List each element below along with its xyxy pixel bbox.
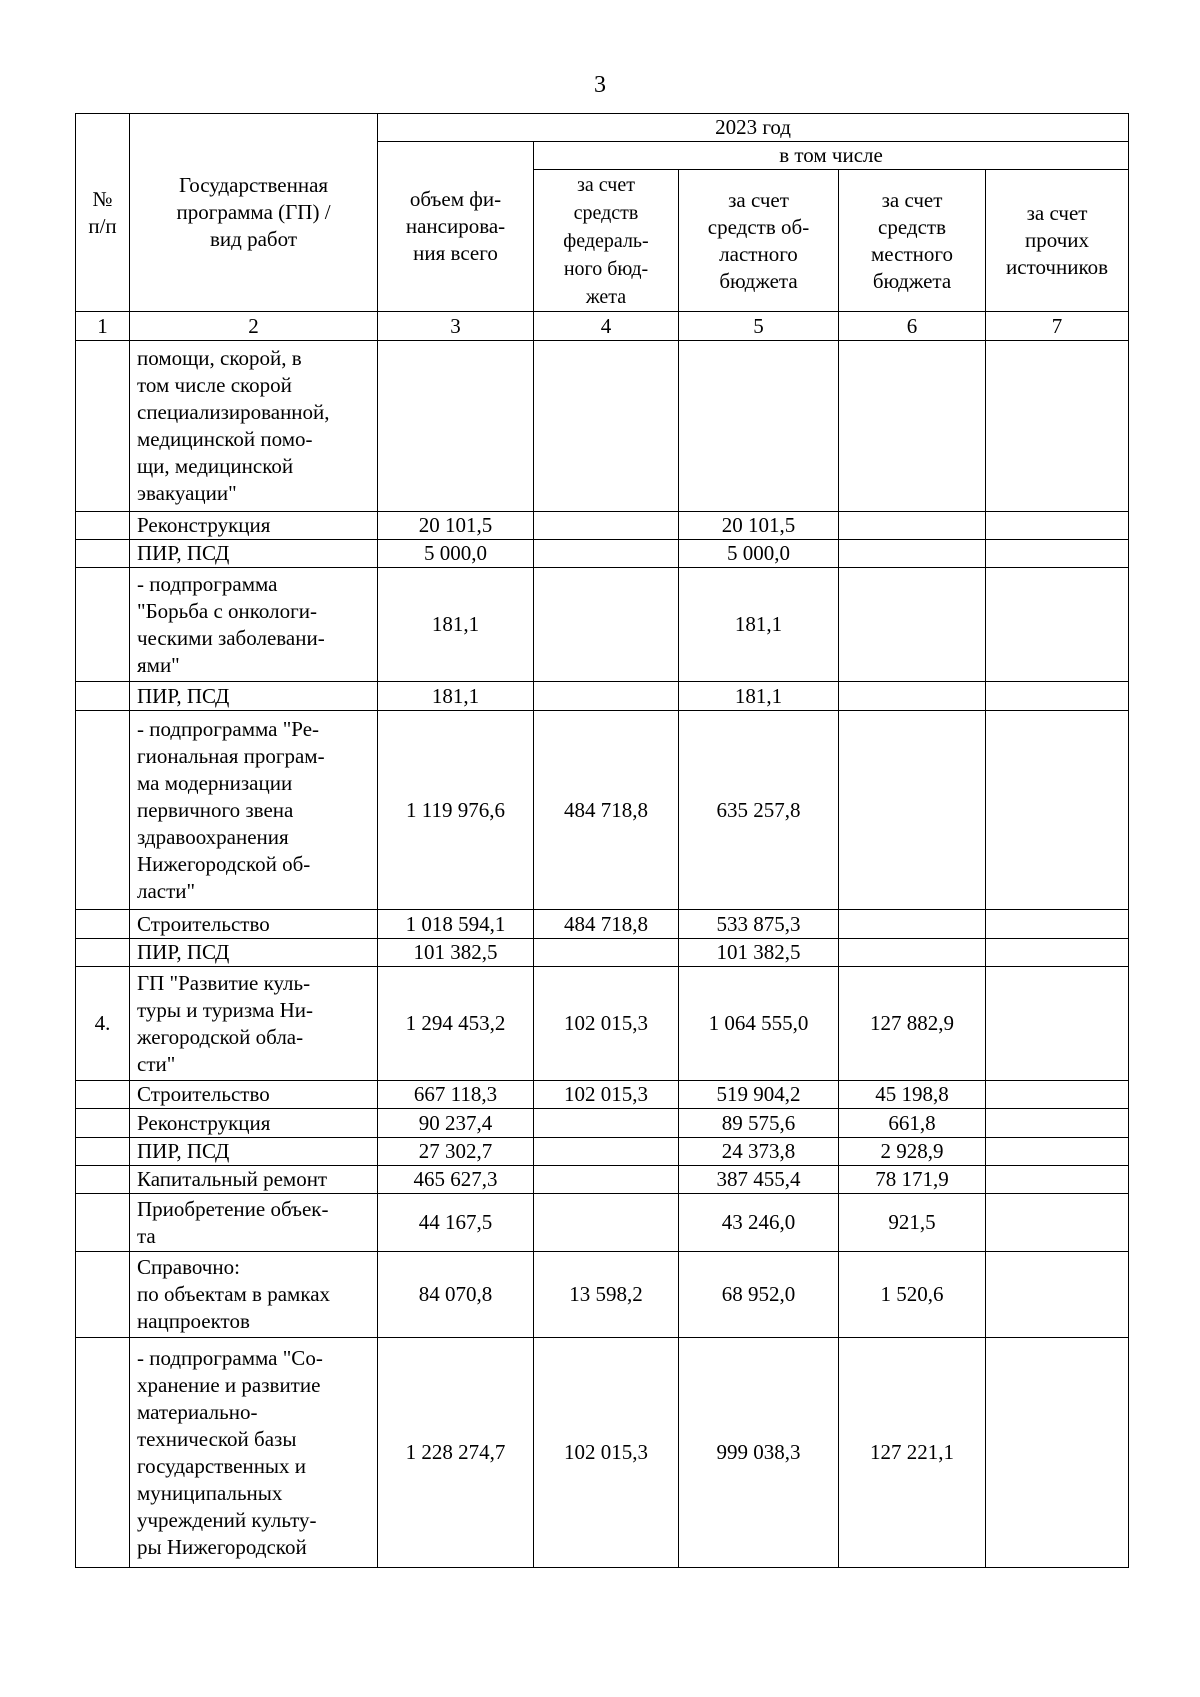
regional-value: 387 455,4 — [679, 1166, 839, 1194]
federal-value — [534, 1109, 679, 1138]
local-value — [839, 711, 986, 910]
other-value — [986, 682, 1129, 711]
total-value — [378, 341, 534, 512]
header-num: № п/п — [76, 114, 130, 312]
program-name: - подпрограмма "Ре- гиональная програм- ма модернизации первичного звена здравоохранения Нижегородской об- ласти" — [130, 711, 378, 910]
regional-value: 1 064 555,0 — [679, 967, 839, 1081]
total-value: 44 167,5 — [378, 1194, 534, 1252]
program-name: - подпрограмма "Со- хранение и развитие материально- технической базы государственных и муниципальных учреждений культу- ры Нижегородской — [130, 1338, 378, 1568]
table-row — [76, 1194, 1129, 1252]
program-name: Реконструкция — [130, 1109, 378, 1138]
table-row — [76, 1138, 1129, 1166]
program-name: - подпрограмма "Борьба с онкологи- ческими заболевани- ями" — [130, 568, 378, 682]
federal-value — [534, 1138, 679, 1166]
regional-value: 999 038,3 — [679, 1338, 839, 1568]
other-value — [986, 1166, 1129, 1194]
regional-value: 89 575,6 — [679, 1109, 839, 1138]
total-value: 5 000,0 — [378, 540, 534, 568]
federal-value — [534, 1166, 679, 1194]
local-value: 127 882,9 — [839, 967, 986, 1081]
federal-value: 102 015,3 — [534, 1081, 679, 1109]
table-row — [76, 910, 1129, 939]
budget-table — [75, 113, 1129, 1568]
regional-value: 43 246,0 — [679, 1194, 839, 1252]
other-value — [986, 568, 1129, 682]
total-value: 1 119 976,6 — [378, 711, 534, 910]
regional-value: 101 382,5 — [679, 939, 839, 967]
column-number: 5 — [679, 312, 839, 341]
regional-value: 20 101,5 — [679, 512, 839, 540]
program-name: Капитальный ремонт — [130, 1166, 378, 1194]
program-name: ПИР, ПСД — [130, 1138, 378, 1166]
federal-value: 102 015,3 — [534, 1338, 679, 1568]
local-value: 921,5 — [839, 1194, 986, 1252]
header-local: за счет средств местного бюджета — [839, 170, 986, 312]
other-value — [986, 1138, 1129, 1166]
program-name: ПИР, ПСД — [130, 540, 378, 568]
local-value — [839, 910, 986, 939]
regional-value: 181,1 — [679, 568, 839, 682]
table-row — [76, 568, 1129, 682]
other-value — [986, 939, 1129, 967]
table-row — [76, 1109, 1129, 1138]
regional-value: 5 000,0 — [679, 540, 839, 568]
local-value: 78 171,9 — [839, 1166, 986, 1194]
other-value — [986, 1194, 1129, 1252]
column-number: 2 — [130, 312, 378, 341]
other-value — [986, 1109, 1129, 1138]
federal-value — [534, 540, 679, 568]
regional-value: 181,1 — [679, 682, 839, 711]
regional-value: 24 373,8 — [679, 1138, 839, 1166]
other-value — [986, 540, 1129, 568]
column-number: 3 — [378, 312, 534, 341]
local-value: 127 221,1 — [839, 1338, 986, 1568]
row-number: 4. — [76, 967, 130, 1081]
local-value: 1 520,6 — [839, 1252, 986, 1338]
other-value — [986, 711, 1129, 910]
total-value: 667 118,3 — [378, 1081, 534, 1109]
other-value — [986, 910, 1129, 939]
table-row — [76, 711, 1129, 910]
row-number — [76, 1081, 130, 1109]
table-row — [76, 1252, 1129, 1338]
federal-value — [534, 682, 679, 711]
row-number — [76, 1109, 130, 1138]
row-number — [76, 1252, 130, 1338]
other-value — [986, 341, 1129, 512]
header-federal: за счет средств федераль- ного бюд- жета — [534, 170, 679, 312]
total-value: 20 101,5 — [378, 512, 534, 540]
table-row — [76, 939, 1129, 967]
row-number — [76, 341, 130, 512]
regional-value: 635 257,8 — [679, 711, 839, 910]
column-number: 4 — [534, 312, 679, 341]
other-value — [986, 512, 1129, 540]
page-number: 3 — [594, 72, 606, 98]
federal-value — [534, 341, 679, 512]
header-year: 2023 год — [378, 114, 1129, 142]
table-row — [76, 341, 1129, 512]
local-value — [839, 682, 986, 711]
row-number — [76, 711, 130, 910]
row-number — [76, 540, 130, 568]
regional-value — [679, 341, 839, 512]
program-name: Строительство — [130, 1081, 378, 1109]
program-name: Реконструкция — [130, 512, 378, 540]
local-value — [839, 939, 986, 967]
other-value — [986, 1338, 1129, 1568]
program-name: помощи, скорой, в том числе скорой специализированной, медицинской помо- щи, медицинской эвакуации" — [130, 341, 378, 512]
program-name: ПИР, ПСД — [130, 682, 378, 711]
federal-value — [534, 939, 679, 967]
other-value — [986, 1081, 1129, 1109]
total-value: 181,1 — [378, 682, 534, 711]
regional-value: 68 952,0 — [679, 1252, 839, 1338]
total-value: 101 382,5 — [378, 939, 534, 967]
row-number — [76, 1166, 130, 1194]
program-name: ГП "Развитие куль- туры и туризма Ни- жегородской обла- сти" — [130, 967, 378, 1081]
local-value: 2 928,9 — [839, 1138, 986, 1166]
header-including: в том числе — [534, 142, 1129, 170]
local-value — [839, 540, 986, 568]
table-row — [76, 512, 1129, 540]
total-value: 1 228 274,7 — [378, 1338, 534, 1568]
column-number: 6 — [839, 312, 986, 341]
table-row — [76, 1338, 1129, 1568]
total-value: 90 237,4 — [378, 1109, 534, 1138]
program-name: ПИР, ПСД — [130, 939, 378, 967]
federal-value: 102 015,3 — [534, 967, 679, 1081]
column-number: 1 — [76, 312, 130, 341]
row-number — [76, 682, 130, 711]
table-row — [76, 1166, 1129, 1194]
header-total: объем фи- нансирова- ния всего — [378, 142, 534, 312]
program-name: Строительство — [130, 910, 378, 939]
row-number — [76, 1338, 130, 1568]
total-value: 27 302,7 — [378, 1138, 534, 1166]
row-number — [76, 1194, 130, 1252]
regional-value: 519 904,2 — [679, 1081, 839, 1109]
total-value: 465 627,3 — [378, 1166, 534, 1194]
row-number — [76, 568, 130, 682]
table-row — [76, 967, 1129, 1081]
other-value — [986, 1252, 1129, 1338]
table-row — [76, 540, 1129, 568]
local-value — [839, 512, 986, 540]
header-other: за счет прочих источников — [986, 170, 1129, 312]
federal-value: 484 718,8 — [534, 910, 679, 939]
row-number — [76, 1138, 130, 1166]
total-value: 1 294 453,2 — [378, 967, 534, 1081]
column-numbers-row — [76, 312, 1129, 341]
local-value — [839, 341, 986, 512]
federal-value — [534, 1194, 679, 1252]
row-number — [76, 512, 130, 540]
column-number: 7 — [986, 312, 1129, 341]
row-number — [76, 939, 130, 967]
row-number — [76, 910, 130, 939]
table-row — [76, 1081, 1129, 1109]
federal-value — [534, 568, 679, 682]
local-value — [839, 568, 986, 682]
federal-value — [534, 512, 679, 540]
header-regional: за счет средств об- ластного бюджета — [679, 170, 839, 312]
total-value: 84 070,8 — [378, 1252, 534, 1338]
program-name: Справочно: по объектам в рамках нацпроектов — [130, 1252, 378, 1338]
federal-value: 13 598,2 — [534, 1252, 679, 1338]
table-row — [76, 682, 1129, 711]
total-value: 1 018 594,1 — [378, 910, 534, 939]
local-value: 45 198,8 — [839, 1081, 986, 1109]
header-program: Государственная программа (ГП) / вид работ — [130, 114, 378, 312]
local-value: 661,8 — [839, 1109, 986, 1138]
other-value — [986, 967, 1129, 1081]
federal-value: 484 718,8 — [534, 711, 679, 910]
total-value: 181,1 — [378, 568, 534, 682]
program-name: Приобретение объек- та — [130, 1194, 378, 1252]
regional-value: 533 875,3 — [679, 910, 839, 939]
